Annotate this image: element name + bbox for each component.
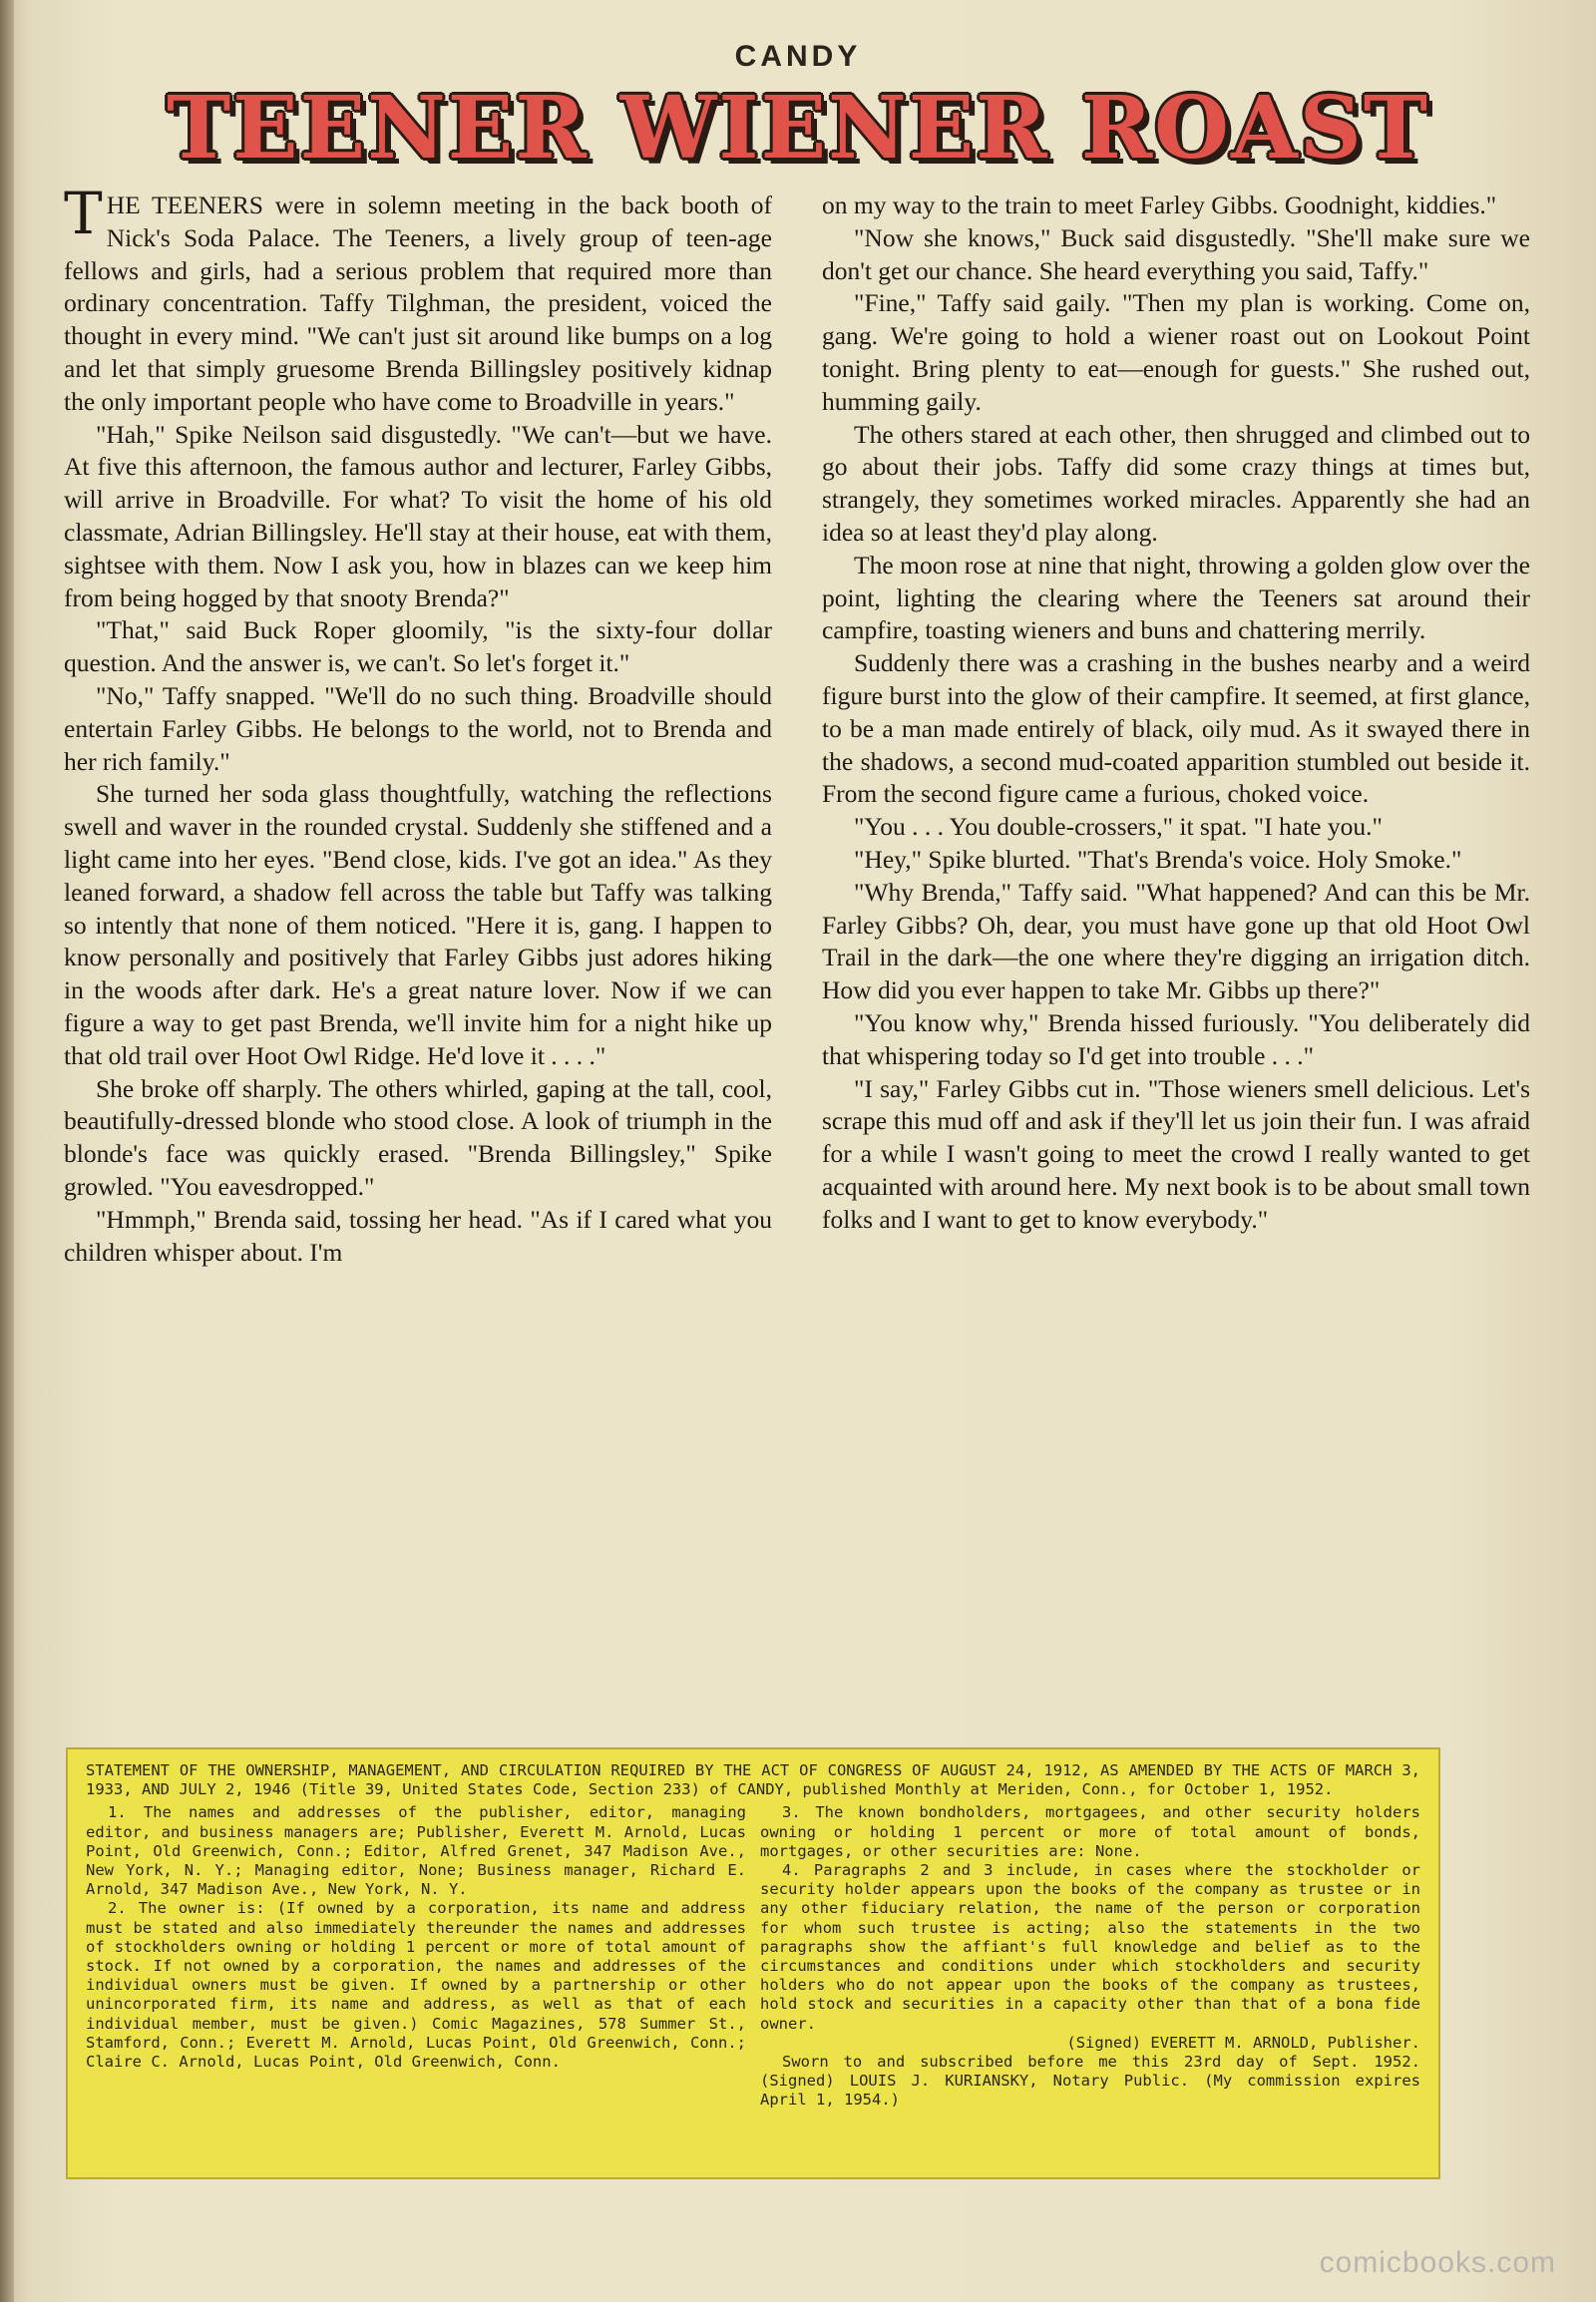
- statement-column-right: [760, 1803, 1420, 2110]
- statement-columns: [86, 1803, 1420, 2110]
- story-paragraph: "Now she knows," Buck said disgustedly. "She'll make sure we don't get our chance. She heard everything you said, Taffy.": [822, 222, 1530, 285]
- story-paragraph: She turned her soda glass thoughtfully, watching the reflections swell and waver in the rounded crystal. Suddenly she stiffened and a light came into her eyes. "Bend close, kids. I've got an idea." As they leaned forward, a shadow fell across the table but Taffy was talking so intently that none of them noticed. "Here it is, gang. I happen to know personally and positively that Farley Gibbs just adores hiking in the woods after dark. He's a great nature lover. Now if we can figure a way to get past Brenda, we'll invite him for a night hike up that old trail over Hoot Owl Ridge. He'd love it . . . .": [64, 779, 772, 1070]
- story-header: [60, 40, 1536, 179]
- publisher-signature: (Signed) EVERETT M. ARNOLD, Publisher.: [1066, 2033, 1420, 2052]
- statement-paragraph: 1. The names and addresses of the publisher, editor, managing editor, and business managers are; Publisher, Everett M. Arnold, Lucas Point, Old Greenwich, Conn.; Editor, Alfred Grenet, 347 Madison Ave., New York, N. Y.; Managing editor, None; Business manager, Richard E. Arnold, 347 Madison Ave., New York, N. Y.: [86, 1803, 746, 1899]
- story-paragraph: "Why Brenda," Taffy said. "What happened? And can this be Mr. Farley Gibbs? Oh, dear, you must have gone up that old Hoot Owl Trail in the dark—the one where they're digging an irrigation ditch. How did you ever happen to take Mr. Gibbs up there?": [822, 877, 1530, 1005]
- statement-paragraph: 4. Paragraphs 2 and 3 include, in cases where the stockholder or security holder appears upon the books of the company as trustee or in any other fiduciary relation, the name of the person or corporation for whom such trustee is acting; also the statements in the two paragraphs show the affiant's full knowledge and belief as to the circumstances and conditions under which stockholders and security holders who do not appear upon the books of the company as trustees, hold stock and securities in a capacity other than that of a bona fide owner.: [760, 1861, 1420, 2033]
- story-title: TEENER WIENER ROAST: [167, 78, 1429, 179]
- story-paragraph: "I say," Farley Gibbs cut in. "Those wieners smell delicious. Let's scrape this mud off and ask if they'll let us join their fun. I was afraid for a while I wasn't going to meet the crowd I really wanted to get acquainted with around here. My next book is to be about small town folks and I want to get to know everybody.": [822, 1073, 1530, 1234]
- story-paragraph: "Hmmph," Brenda said, tossing her head. "As if I cared what you children whisper about. I'm: [64, 1204, 772, 1267]
- story-paragraph: THE TEENERS were in solemn meeting in the back booth of Nick's Soda Palace. The Teeners, a lively group of teen-age fellows and girls, had a serious problem that required more than ordinary concentration. Taffy Tilghman, the president, voiced the thought in every mind. "We can't just sit around like bumps on a log and let that simply gruesome Brenda Billingsley positively kidnap the only important people who have come to Broadville in years.": [64, 180, 772, 416]
- statement-paragraph: 3. The known bondholders, mortgagees, and other security holders owning or holding 1 percent or more of total amount of bonds, mortgages, or other securities are: None.: [760, 1803, 1420, 1860]
- ownership-statement-box: [66, 1747, 1440, 2179]
- story-paragraph: "That," said Buck Roper gloomily, "is the sixty-four dollar question. And the answer is, we can't. So let's forget it.": [64, 615, 772, 678]
- story-paragraph: "Fine," Taffy said gaily. "Then my plan is working. Come on, gang. We're going to hold a wiener roast out on Lookout Point tonight. Bring plenty to eat—enough for guests." She rushed out, humming gaily.: [822, 288, 1530, 416]
- story-paragraph: The moon rose at nine that night, throwing a golden glow over the point, lighting the clearing where the Teeners sat around their campfire, toasting wieners and buns and chattering merrily.: [822, 550, 1530, 645]
- notary-statement: Sworn to and subscribed before me this 23rd day of Sept. 1952. (Signed) LOUIS J. KURIANSKY, Notary Public. (My commission expires April 1, 1954.): [760, 2053, 1420, 2110]
- statement-column-left: [86, 1803, 746, 2110]
- story-paragraph: on my way to the train to meet Farley Gibbs. Goodnight, kiddies.": [822, 191, 1497, 219]
- page-spine: [0, 0, 14, 2302]
- story-body: [64, 180, 1530, 1726]
- drop-cap: T: [64, 180, 103, 247]
- statement-paragraph: 2. The owner is: (If owned by a corporation, its name and address must be stated and also immediately thereunder the names and addresses of stockholders owning or holding 1 percent or more of total amount of stock. If not owned by a corporation, the names and addresses of the individual owners must be given. If owned by a partnership or other unincorporated firm, its name and address, as well as that of each individual member, must be given.) Comic Magazines, 578 Summer St., Stamford, Conn.; Everett M. Arnold, Lucas Point, Old Greenwich, Conn.; Claire C. Arnold, Lucas Point, Old Greenwich, Conn.: [86, 1899, 746, 2072]
- story-paragraph: The others stared at each other, then shrugged and climbed out to go about their jobs. Taffy did some crazy things at times but, strangely, they sometimes worked miracles. Apparently she had an idea so at least they'd play along.: [822, 419, 1530, 547]
- story-paragraph: "You . . . You double-crossers," it spat. "I hate you.": [854, 812, 1383, 842]
- story-paragraph: "No," Taffy snapped. "We'll do no such thing. Broadville should entertain Farley Gibbs. He belongs to the world, not to Brenda and her rich family.": [64, 680, 772, 776]
- magazine-kicker: CANDY: [734, 40, 862, 73]
- story-column-right: [822, 190, 1530, 1726]
- statement-heading: STATEMENT OF THE OWNERSHIP, MANAGEMENT, AND CIRCULATION REQUIRED BY THE ACT OF CONGRESS OF AUGUST 24, 1912, AS AMENDED BY THE ACTS OF MARCH 3, 1933, AND JULY 2, 1946 (Title 39, United States Code, Section 233) of CANDY, published Monthly at Meriden, Conn., for October 1, 1952.: [86, 1761, 1420, 1799]
- story-paragraph: "You know why," Brenda hissed furiously. "You deliberately did that whispering today so I'd get into trouble . . .": [822, 1007, 1530, 1070]
- story-paragraph: She broke off sharply. The others whirled, gaping at the tall, cool, beautifully-dressed blonde who stood close. A look of triumph in the blonde's face was quickly erased. "Brenda Billingsley," Spike growled. "You eavesdropped.": [64, 1073, 772, 1201]
- story-paragraph: Suddenly there was a crashing in the bushes nearby and a weird figure burst into the glow of their campfire. It seemed, at first glance, to be a man made entirely of black, oily mud. As it swayed there in the shadows, a second mud-coated apparition stumbled out beside it. From the second figure came a furious, choked voice.: [822, 648, 1530, 809]
- story-paragraph: "Hah," Spike Neilson said disgustedly. "We can't—but we have. At five this afternoon, the famous author and lecturer, Farley Gibbs, will arrive in Broadville. For what? To visit the home of his old classmate, Adrian Billingsley. He'll stay at their house, eat with them, sightsee with them. Now I ask you, how in blazes can we keep him from being hogged by that snooty Brenda?": [64, 419, 772, 612]
- story-paragraph: "Hey," Spike blurted. "That's Brenda's voice. Holy Smoke.": [854, 844, 1462, 874]
- site-watermark: comicbooks.com: [1319, 2246, 1556, 2279]
- story-column-left: [64, 180, 772, 1726]
